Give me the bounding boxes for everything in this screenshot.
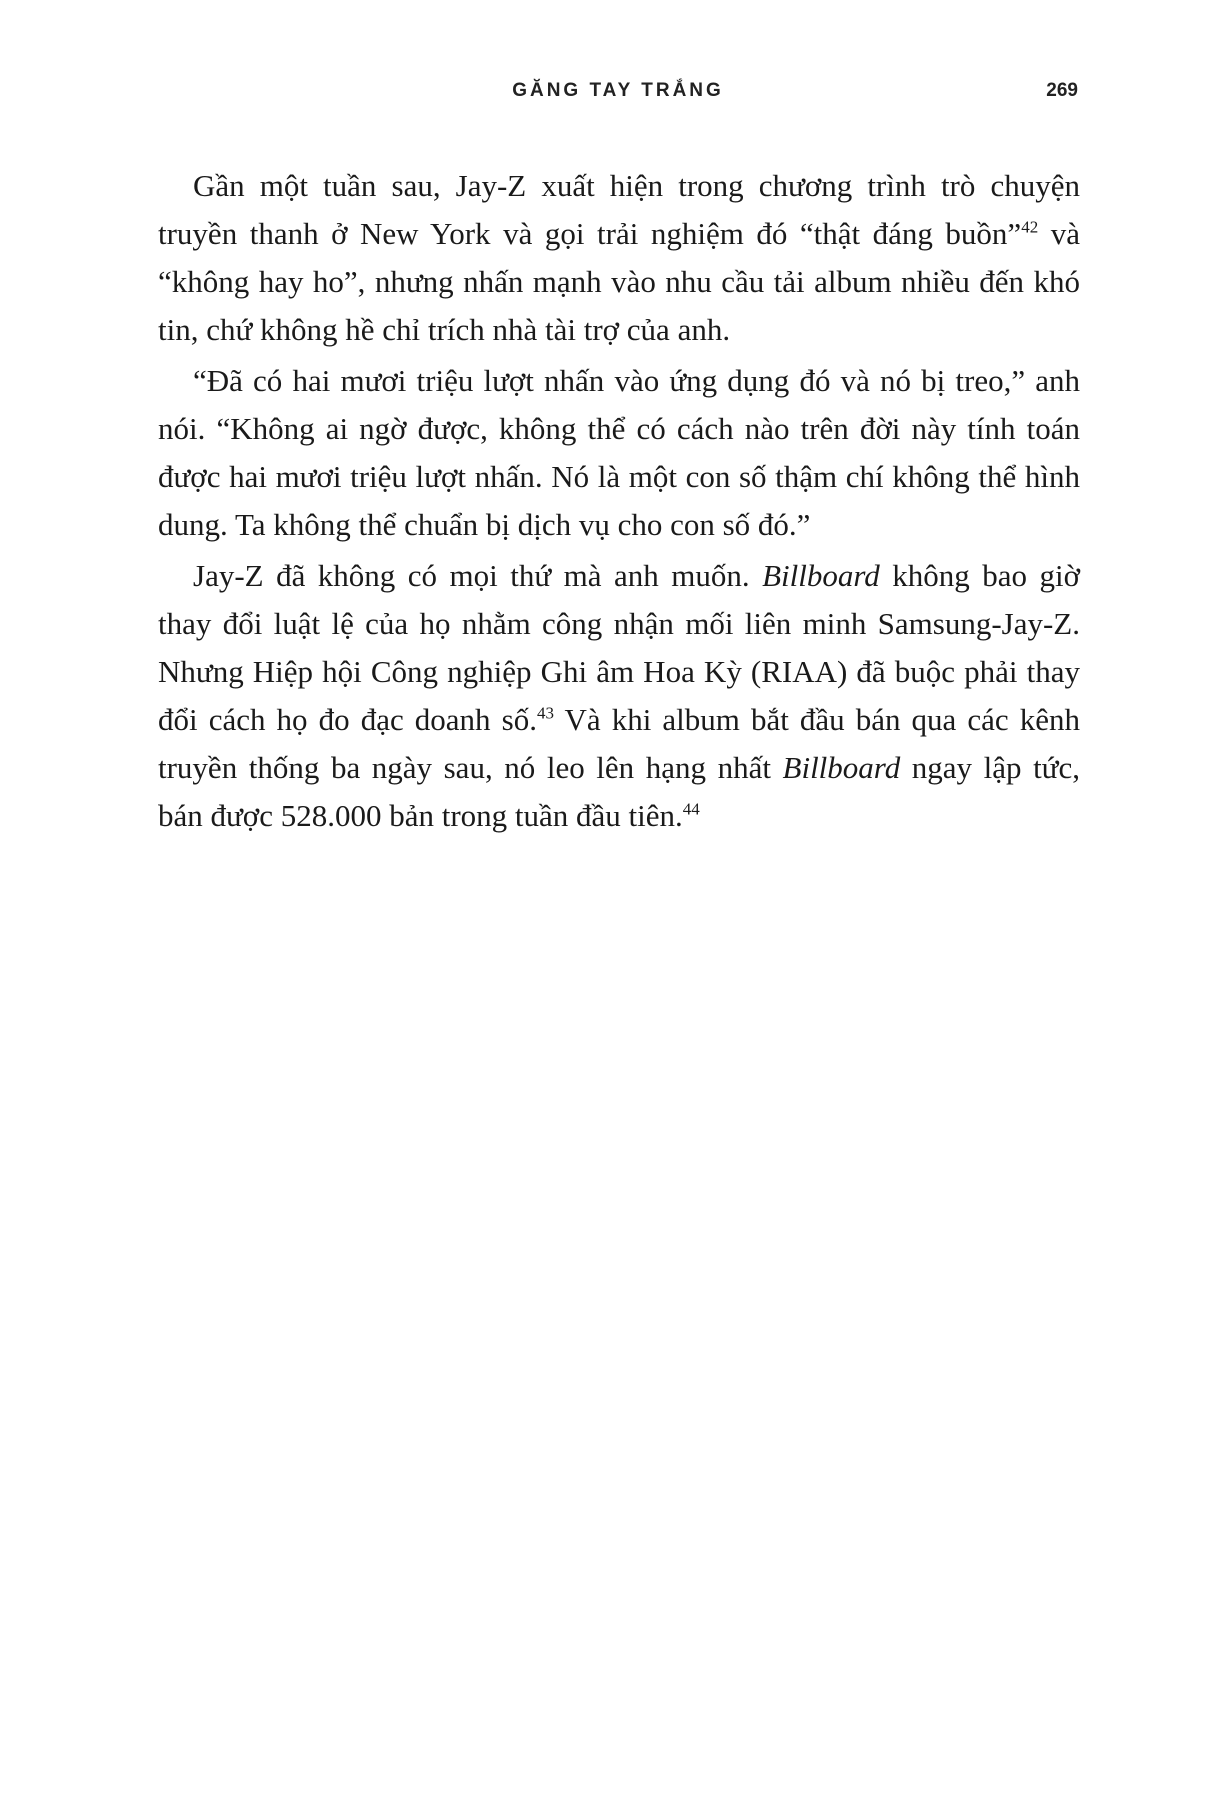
paragraph-2 (158, 357, 1080, 549)
paragraph-3-text-c: Và khi album bắt đầu bán qua các kênh truyền thống ba ngày sau, nó leo lên hạng nhất (158, 702, 1081, 785)
paragraph-1-text-a: Gần một tuần sau, Jay-Z xuất hiện trong chương trình trò chuyện truyền thanh ở New York và gọi trải nghiệm đó “thật đáng buồn” (158, 168, 1080, 251)
paragraph-3-text-b: không bao giờ thay đổi luật lệ của họ nhằm công nhận mối liên minh Samsung-Jay-Z. Nhưng Hiệp hội Công nghiệp Ghi âm Hoa Kỳ (RIAA) đã buộc phải thay đổi cách họ đo đạc doanh số. (158, 558, 1080, 737)
paragraph-3-italic-billboard-2: Billboard (782, 750, 901, 785)
paragraph-3-text-a: Jay-Z đã không có mọi thứ mà anh muốn. (193, 558, 763, 593)
paragraph-1-text-b: và “không hay ho”, nhưng nhấn mạnh vào nhu cầu tải album nhiều đến khó tin, chứ không hề chỉ trích nhà tài trợ của anh. (158, 216, 1080, 347)
running-head (158, 80, 1078, 110)
footnote-ref-44: 44 (682, 799, 700, 819)
paragraph-3 (158, 552, 1080, 840)
paragraph-3-text-d: ngay lập tức, bán được 528.000 bản trong tuần đầu tiên. (158, 750, 1080, 833)
running-title: GĂNG TAY TRẮNG (512, 80, 724, 101)
paragraph-1 (158, 162, 1080, 354)
page-number: 269 (1046, 80, 1078, 101)
paragraph-2-text: “Đã có hai mươi triệu lượt nhấn vào ứng dụng đó và nó bị treo,” anh nói. “Không ai ngờ được, không thể có cách nào trên đời này tính toán được hai mươi triệu lượt nhấn. Nó là một con số thậm chí không thể hình dung. Ta không thể chuẩn bị dịch vụ cho con số đó.” (158, 363, 1080, 542)
footnote-ref-43: 43 (536, 703, 554, 723)
footnote-ref-42: 42 (1021, 217, 1039, 237)
body-text (158, 162, 1080, 843)
paragraph-3-italic-billboard-1: Billboard (762, 558, 880, 593)
